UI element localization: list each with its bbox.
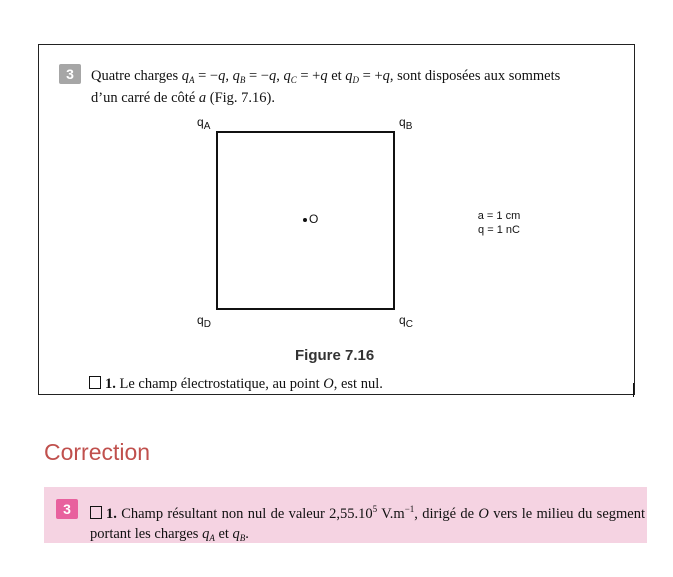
exercise-statement: Quatre charges $q_A = -q$, $q_B = -q$, $q_C = +q$ et $q_D = +q$, sont disposées aux sommets d’un carré de côté a (Fig. 7.16).	[91, 68, 561, 106]
label-center: O	[309, 212, 319, 226]
question-1: 1. Le champ électrostatique, au point O, est nul.	[89, 376, 383, 393]
parameters	[469, 209, 529, 237]
label-qD: $q_D$	[197, 313, 211, 330]
answer-text: 1. Champ résultant non nul de valeur 2,55.10$^5$ $V.m^{-1}$, dirigé de O vers le milieu du segment portant les charges $q_A$ et $q_B$.	[90, 504, 645, 543]
exercise-number-badge: 3	[59, 64, 81, 84]
param-a: a = 1 cm	[477, 210, 521, 222]
text-cursor	[633, 383, 634, 397]
label-qB: $q_B$	[399, 115, 413, 132]
correction-heading: Correction	[44, 439, 151, 465]
exercise-frame	[38, 44, 635, 395]
center-point	[303, 218, 307, 222]
checkbox-icon	[90, 506, 102, 519]
param-q: q = 1 nC	[478, 224, 520, 236]
figure-caption: Figure 7.16	[295, 347, 375, 364]
answer-number-badge: 3	[56, 499, 78, 519]
label-qA: $q_A$	[197, 115, 211, 132]
label-qC: $q_C$	[399, 313, 413, 330]
checkbox-icon	[89, 376, 101, 389]
answer-box	[44, 487, 647, 543]
